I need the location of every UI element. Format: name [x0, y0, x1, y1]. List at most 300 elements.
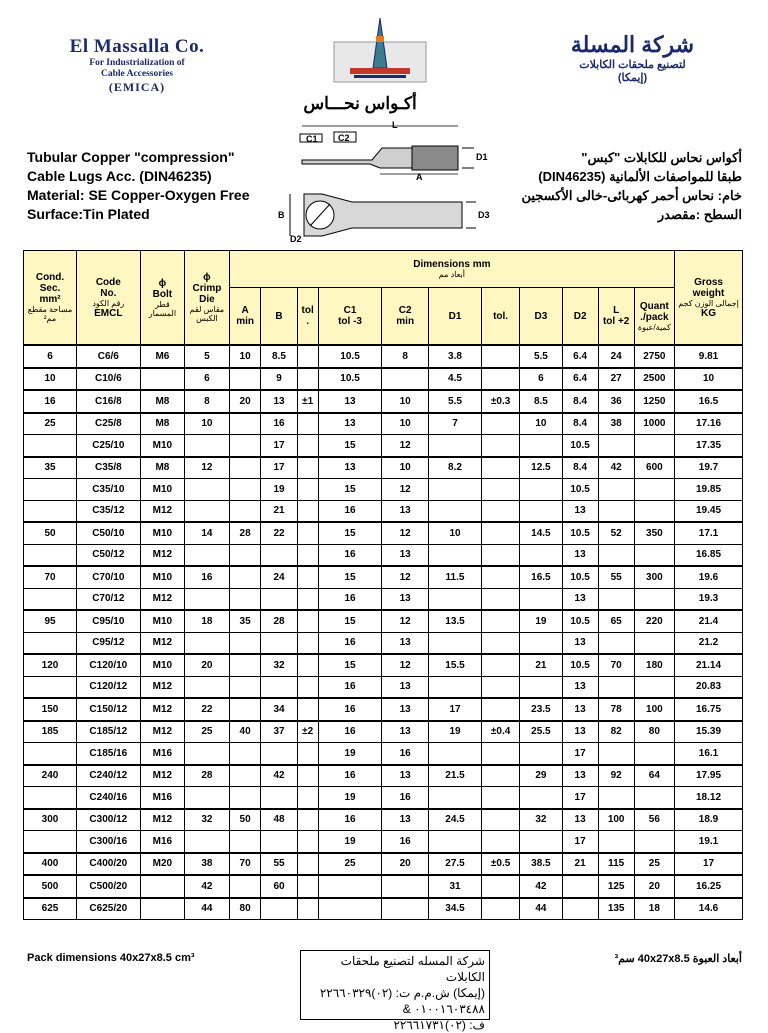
cell-tol	[297, 743, 318, 765]
cell-crimp-die	[185, 632, 230, 654]
header-weight: Gross weight إجمالى الوزن كجم KG	[675, 251, 743, 346]
table-row	[24, 721, 743, 743]
cell-code: C500/20	[77, 875, 141, 898]
cell-weight: 20.83	[675, 676, 743, 698]
cell-dim-b: 13	[261, 390, 297, 413]
cell-tol2	[482, 566, 520, 588]
cell-weight: 18.9	[675, 809, 743, 831]
cell-dim-c1: 10.5	[318, 368, 382, 391]
cell-dim-l: 38	[598, 413, 634, 435]
desc-line-ar: خام: نحاس أحمر كهربائى-خالى الأكسجين	[521, 188, 742, 203]
cell-bolt: M6	[140, 345, 185, 368]
cell-dim-a: 28	[229, 522, 261, 544]
cell-dim-b	[261, 544, 297, 566]
cell-dim-a	[229, 566, 261, 588]
cell-dim-d2: 8.4	[562, 413, 598, 435]
cell-dim-c2: 13	[382, 676, 429, 698]
cell-bolt: M10	[140, 435, 185, 457]
cell-quant: 350	[634, 522, 674, 544]
cell-bolt: M12	[140, 721, 185, 743]
cell-dim-c1: 13	[318, 413, 382, 435]
cell-crimp-die: 25	[185, 721, 230, 743]
table-row	[24, 588, 743, 610]
cell-dim-d1: 11.5	[429, 566, 482, 588]
desc-line-ar: السطح :مقصدر	[657, 207, 742, 222]
cell-cond-sec: 35	[24, 457, 77, 479]
cell-cond-sec	[24, 743, 77, 765]
cell-tol	[297, 435, 318, 457]
cell-tol2	[482, 787, 520, 809]
cell-dim-c2: 13	[382, 721, 429, 743]
cell-dim-a	[229, 500, 261, 522]
cell-dim-c1: 13	[318, 390, 382, 413]
cell-dim-d2: 10.5	[562, 435, 598, 457]
cell-tol	[297, 765, 318, 787]
cell-bolt	[140, 875, 185, 898]
cell-bolt: M12	[140, 809, 185, 831]
cell-tol2	[482, 345, 520, 368]
cell-quant: 56	[634, 809, 674, 831]
cell-dim-d3	[520, 588, 562, 610]
cell-weight: 16.5	[675, 390, 743, 413]
cell-dim-l	[598, 787, 634, 809]
cell-dim-c2: 16	[382, 743, 429, 765]
cell-dim-d2: 13	[562, 632, 598, 654]
cell-dim-c1	[318, 875, 382, 898]
cell-crimp-die: 38	[185, 853, 230, 876]
cell-dim-d1: 3.8	[429, 345, 482, 368]
cell-tol	[297, 875, 318, 898]
table-row	[24, 457, 743, 479]
cell-dim-d3	[520, 743, 562, 765]
table-row	[24, 479, 743, 501]
cell-dim-b: 48	[261, 809, 297, 831]
cell-crimp-die	[185, 435, 230, 457]
cell-dim-b: 8.5	[261, 345, 297, 368]
company-tagline-2: Cable Accessories	[100, 69, 174, 79]
cell-crimp-die	[185, 588, 230, 610]
cell-code: C300/16	[77, 831, 141, 853]
cell-dim-d3: 5.5	[520, 345, 562, 368]
cell-weight: 19.1	[675, 831, 743, 853]
cell-weight: 17.35	[675, 435, 743, 457]
cell-quant: 20	[634, 875, 674, 898]
cell-dim-d1	[429, 435, 482, 457]
cell-dim-c2: 8	[382, 345, 429, 368]
table-row	[24, 853, 743, 876]
cell-dim-c2: 13	[382, 544, 429, 566]
cell-dim-c1: 13	[318, 457, 382, 479]
cell-code: C185/12	[77, 721, 141, 743]
cell-dim-d2	[562, 898, 598, 920]
cell-weight: 18.12	[675, 787, 743, 809]
cell-cond-sec: 240	[24, 765, 77, 787]
cell-tol: ±1	[297, 390, 318, 413]
table-row	[24, 544, 743, 566]
table-row	[24, 676, 743, 698]
cell-bolt: M10	[140, 479, 185, 501]
cell-tol2	[482, 831, 520, 853]
header-d2: D2	[562, 288, 598, 346]
cell-weight: 16.25	[675, 875, 743, 898]
cell-dim-d1	[429, 743, 482, 765]
cell-bolt: M12	[140, 632, 185, 654]
cell-weight: 17	[675, 853, 743, 876]
cell-quant: 18	[634, 898, 674, 920]
cell-dim-d2: 10.5	[562, 654, 598, 676]
label-l: L	[392, 120, 398, 130]
cell-bolt: M8	[140, 390, 185, 413]
company-name-arabic: شركة المسلة	[570, 32, 695, 57]
cell-dim-c2: 12	[382, 479, 429, 501]
cell-cond-sec: 70	[24, 566, 77, 588]
cell-quant	[634, 435, 674, 457]
cell-dim-d3	[520, 479, 562, 501]
cell-dim-c2: 12	[382, 610, 429, 632]
cell-tol	[297, 676, 318, 698]
cell-dim-c2: 13	[382, 698, 429, 721]
cell-cond-sec: 50	[24, 522, 77, 544]
cell-dim-b	[261, 632, 297, 654]
cell-dim-b	[261, 588, 297, 610]
cell-dim-d2: 17	[562, 831, 598, 853]
pack-dimensions-ar: أبعاد العبوة 40x27x8.5 سم³	[614, 953, 742, 965]
cell-quant: 1000	[634, 413, 674, 435]
cell-tol2	[482, 435, 520, 457]
cell-dim-d2: 13	[562, 721, 598, 743]
label-b: B	[278, 210, 285, 220]
cell-quant	[634, 787, 674, 809]
cell-dim-d1: 15.5	[429, 654, 482, 676]
cell-dim-d2	[562, 875, 598, 898]
cell-crimp-die: 10	[185, 413, 230, 435]
cell-dim-d2: 10.5	[562, 522, 598, 544]
cell-tol	[297, 610, 318, 632]
cell-dim-b: 60	[261, 875, 297, 898]
cell-dim-c1: 16	[318, 809, 382, 831]
header-b: B	[261, 288, 297, 346]
cell-dim-d1: 24.5	[429, 809, 482, 831]
cell-bolt: M8	[140, 457, 185, 479]
cell-tol2	[482, 698, 520, 721]
cell-tol2	[482, 654, 520, 676]
cell-dim-l: 42	[598, 457, 634, 479]
cell-dim-c2: 13	[382, 809, 429, 831]
cell-dim-c1: 16	[318, 500, 382, 522]
cell-weight: 21.2	[675, 632, 743, 654]
cell-dim-c2: 10	[382, 390, 429, 413]
cell-dim-a	[229, 368, 261, 391]
cell-weight: 21.4	[675, 610, 743, 632]
table-row	[24, 610, 743, 632]
cell-dim-d2: 13	[562, 765, 598, 787]
table-row	[24, 787, 743, 809]
header-c1: C1 tol -3	[318, 288, 382, 346]
table-row	[24, 413, 743, 435]
cell-dim-c2	[382, 875, 429, 898]
cell-dim-l: 70	[598, 654, 634, 676]
company-name: El Massalla Co.	[69, 36, 205, 57]
cell-dim-l: 92	[598, 765, 634, 787]
cell-tol	[297, 413, 318, 435]
cell-dim-d3: 12.5	[520, 457, 562, 479]
cell-dim-l	[598, 544, 634, 566]
label-c1: C1	[306, 134, 318, 144]
cell-tol	[297, 345, 318, 368]
cell-code: C300/12	[77, 809, 141, 831]
cell-bolt: M10	[140, 566, 185, 588]
cell-code: C95/12	[77, 632, 141, 654]
cell-weight: 19.45	[675, 500, 743, 522]
cell-code: C35/8	[77, 457, 141, 479]
table-row	[24, 390, 743, 413]
cell-dim-c1	[318, 898, 382, 920]
table-row	[24, 368, 743, 391]
header-c2: C2 min	[382, 288, 429, 346]
cell-dim-d3: 19	[520, 610, 562, 632]
cell-dim-d2: 10.5	[562, 566, 598, 588]
cell-dim-c1: 16	[318, 632, 382, 654]
header-code: Code No. رقم الكود EMCL	[77, 251, 141, 346]
desc-line: Tubular Copper "compression"	[27, 149, 235, 165]
label-a: A	[416, 172, 423, 182]
cell-tol	[297, 853, 318, 876]
table-row	[24, 743, 743, 765]
cell-tol	[297, 479, 318, 501]
cell-tol2	[482, 588, 520, 610]
header-cond-sec: Cond. Sec. mm² مساحة مقطع مم²	[24, 251, 77, 346]
cell-weight: 10	[675, 368, 743, 391]
cell-cond-sec: 120	[24, 654, 77, 676]
cell-cond-sec: 25	[24, 413, 77, 435]
stamp-line: ف: (٠٢)٢٢٦٦١٧٣١	[393, 1018, 485, 1032]
cell-dim-d1: 27.5	[429, 853, 482, 876]
cell-dim-c1: 16	[318, 698, 382, 721]
cell-dim-b	[261, 743, 297, 765]
cell-quant	[634, 500, 674, 522]
cell-dim-c1: 15	[318, 610, 382, 632]
cell-dim-c1: 15	[318, 479, 382, 501]
cell-cond-sec	[24, 588, 77, 610]
cell-dim-b: 21	[261, 500, 297, 522]
header-crimp-die: ϕ Crimp Die مقاس لقم الكبس	[185, 251, 230, 346]
cell-tol2	[482, 898, 520, 920]
company-name-en	[22, 36, 252, 95]
cell-crimp-die	[185, 787, 230, 809]
cell-dim-a: 80	[229, 898, 261, 920]
cell-dim-d3: 21	[520, 654, 562, 676]
cell-dim-l	[598, 588, 634, 610]
cell-code: C120/10	[77, 654, 141, 676]
company-tagline-arabic: لتصنيع ملحقات الكابلات	[579, 59, 686, 71]
cell-tol2	[482, 544, 520, 566]
cell-dim-c1: 15	[318, 654, 382, 676]
cell-bolt: M12	[140, 544, 185, 566]
cell-dim-c2: 12	[382, 566, 429, 588]
cell-code: C10/6	[77, 368, 141, 391]
cell-dim-d3: 6	[520, 368, 562, 391]
cell-dim-c1: 19	[318, 787, 382, 809]
cell-dim-b: 16	[261, 413, 297, 435]
cell-dim-l: 135	[598, 898, 634, 920]
cell-dim-d1: 19	[429, 721, 482, 743]
label-c2: C2	[338, 133, 350, 143]
cell-dim-c1: 16	[318, 765, 382, 787]
cell-crimp-die: 8	[185, 390, 230, 413]
cell-dim-c2: 16	[382, 831, 429, 853]
cell-dim-l: 82	[598, 721, 634, 743]
cell-dim-l	[598, 632, 634, 654]
cell-dim-d1: 34.5	[429, 898, 482, 920]
cell-dim-d3: 44	[520, 898, 562, 920]
cell-crimp-die: 5	[185, 345, 230, 368]
cell-dim-a	[229, 787, 261, 809]
header-a: A min	[229, 288, 261, 346]
cell-dim-d2: 13	[562, 809, 598, 831]
cell-cond-sec: 10	[24, 368, 77, 391]
cell-dim-a	[229, 676, 261, 698]
label-d1: D1	[476, 152, 488, 162]
cell-quant	[634, 831, 674, 853]
cell-dim-d1: 8.2	[429, 457, 482, 479]
cell-dim-d1	[429, 676, 482, 698]
cell-dim-d3	[520, 632, 562, 654]
cell-code: C625/20	[77, 898, 141, 920]
cell-cond-sec: 185	[24, 721, 77, 743]
table-row	[24, 898, 743, 920]
desc-line-ar: أكواس نحاس للكابلات "كبس"	[581, 150, 742, 165]
table-row	[24, 765, 743, 787]
cell-tol	[297, 522, 318, 544]
cell-code: C240/16	[77, 787, 141, 809]
company-abbr: (EMICA)	[108, 80, 166, 94]
cell-crimp-die	[185, 676, 230, 698]
stamp-line: شركة المسله لتصنيع ملحقات الكابلات	[340, 954, 485, 984]
cell-cond-sec	[24, 544, 77, 566]
cell-crimp-die: 20	[185, 654, 230, 676]
cell-dim-d3: 29	[520, 765, 562, 787]
cell-crimp-die	[185, 831, 230, 853]
cell-cond-sec: 150	[24, 698, 77, 721]
cell-quant: 180	[634, 654, 674, 676]
cell-quant: 2500	[634, 368, 674, 391]
cell-dim-l	[598, 435, 634, 457]
cell-tol	[297, 544, 318, 566]
cell-dim-l: 24	[598, 345, 634, 368]
cell-code: C185/16	[77, 743, 141, 765]
cell-dim-a	[229, 457, 261, 479]
cell-dim-l	[598, 676, 634, 698]
cell-dim-a	[229, 544, 261, 566]
cell-dim-l: 55	[598, 566, 634, 588]
cell-bolt: M10	[140, 654, 185, 676]
cell-tol	[297, 588, 318, 610]
cell-dim-c1: 15	[318, 435, 382, 457]
cell-cond-sec	[24, 500, 77, 522]
cell-dim-d1: 10	[429, 522, 482, 544]
cell-dim-c1: 25	[318, 853, 382, 876]
cell-tol2: ±0.5	[482, 853, 520, 876]
cell-dim-d1: 31	[429, 875, 482, 898]
cell-dim-c2	[382, 898, 429, 920]
cell-weight: 16.1	[675, 743, 743, 765]
cell-dim-c1: 16	[318, 721, 382, 743]
cell-bolt: M12	[140, 698, 185, 721]
cell-code: C50/10	[77, 522, 141, 544]
spec-table	[23, 250, 743, 920]
header-d3: D3	[520, 288, 562, 346]
cell-dim-a	[229, 654, 261, 676]
cell-dim-d2: 17	[562, 743, 598, 765]
cell-quant: 600	[634, 457, 674, 479]
cell-cond-sec: 300	[24, 809, 77, 831]
cell-weight: 19.85	[675, 479, 743, 501]
cell-dim-d2: 21	[562, 853, 598, 876]
cell-code: C240/12	[77, 765, 141, 787]
table-row	[24, 345, 743, 368]
cell-dim-b	[261, 676, 297, 698]
cell-tol2	[482, 743, 520, 765]
cell-dim-l: 65	[598, 610, 634, 632]
cell-dim-c1: 19	[318, 831, 382, 853]
cell-dim-a: 40	[229, 721, 261, 743]
cell-dim-b: 24	[261, 566, 297, 588]
cell-tol2	[482, 457, 520, 479]
header-tol2: tol.	[482, 288, 520, 346]
cell-weight: 17.16	[675, 413, 743, 435]
cell-tol2: ±0.3	[482, 390, 520, 413]
desc-line: Surface:Tin Plated	[27, 206, 150, 222]
cell-dim-c1: 16	[318, 588, 382, 610]
cell-cond-sec	[24, 632, 77, 654]
cell-dim-d3: 42	[520, 875, 562, 898]
cell-weight: 19.7	[675, 457, 743, 479]
cell-dim-d3	[520, 787, 562, 809]
cell-cond-sec: 500	[24, 875, 77, 898]
table-row	[24, 654, 743, 676]
company-abbr-arabic: (إيمكا)	[617, 72, 648, 84]
desc-line: Cable Lugs Acc. (DIN46235)	[27, 168, 212, 184]
cell-dim-d3: 10	[520, 413, 562, 435]
cell-dim-a: 50	[229, 809, 261, 831]
cell-dim-a: 20	[229, 390, 261, 413]
cell-weight: 19.3	[675, 588, 743, 610]
cell-quant	[634, 743, 674, 765]
cell-tol	[297, 566, 318, 588]
cell-tol2	[482, 632, 520, 654]
product-title-ar: أكـواس نحـــاس	[303, 94, 417, 113]
cell-code: C35/10	[77, 479, 141, 501]
cell-tol	[297, 809, 318, 831]
cell-dim-d1	[429, 588, 482, 610]
cell-dim-b	[261, 898, 297, 920]
cell-tol	[297, 457, 318, 479]
cell-weight: 19.6	[675, 566, 743, 588]
stamp-line: (إيمكا) ش.م.م ت: (٠٢)٢٢٦٦٠٣٢٩	[319, 986, 485, 1000]
cell-bolt: M12	[140, 500, 185, 522]
cell-dim-d3	[520, 676, 562, 698]
cell-quant: 2750	[634, 345, 674, 368]
cell-dim-c1: 10.5	[318, 345, 382, 368]
cell-weight: 14.6	[675, 898, 743, 920]
table-row	[24, 875, 743, 898]
cell-dim-d3: 25.5	[520, 721, 562, 743]
cell-code: C25/10	[77, 435, 141, 457]
label-d3: D3	[478, 210, 490, 220]
cell-dim-d3: 32	[520, 809, 562, 831]
cell-dim-d2: 8.4	[562, 390, 598, 413]
cell-quant: 1250	[634, 390, 674, 413]
